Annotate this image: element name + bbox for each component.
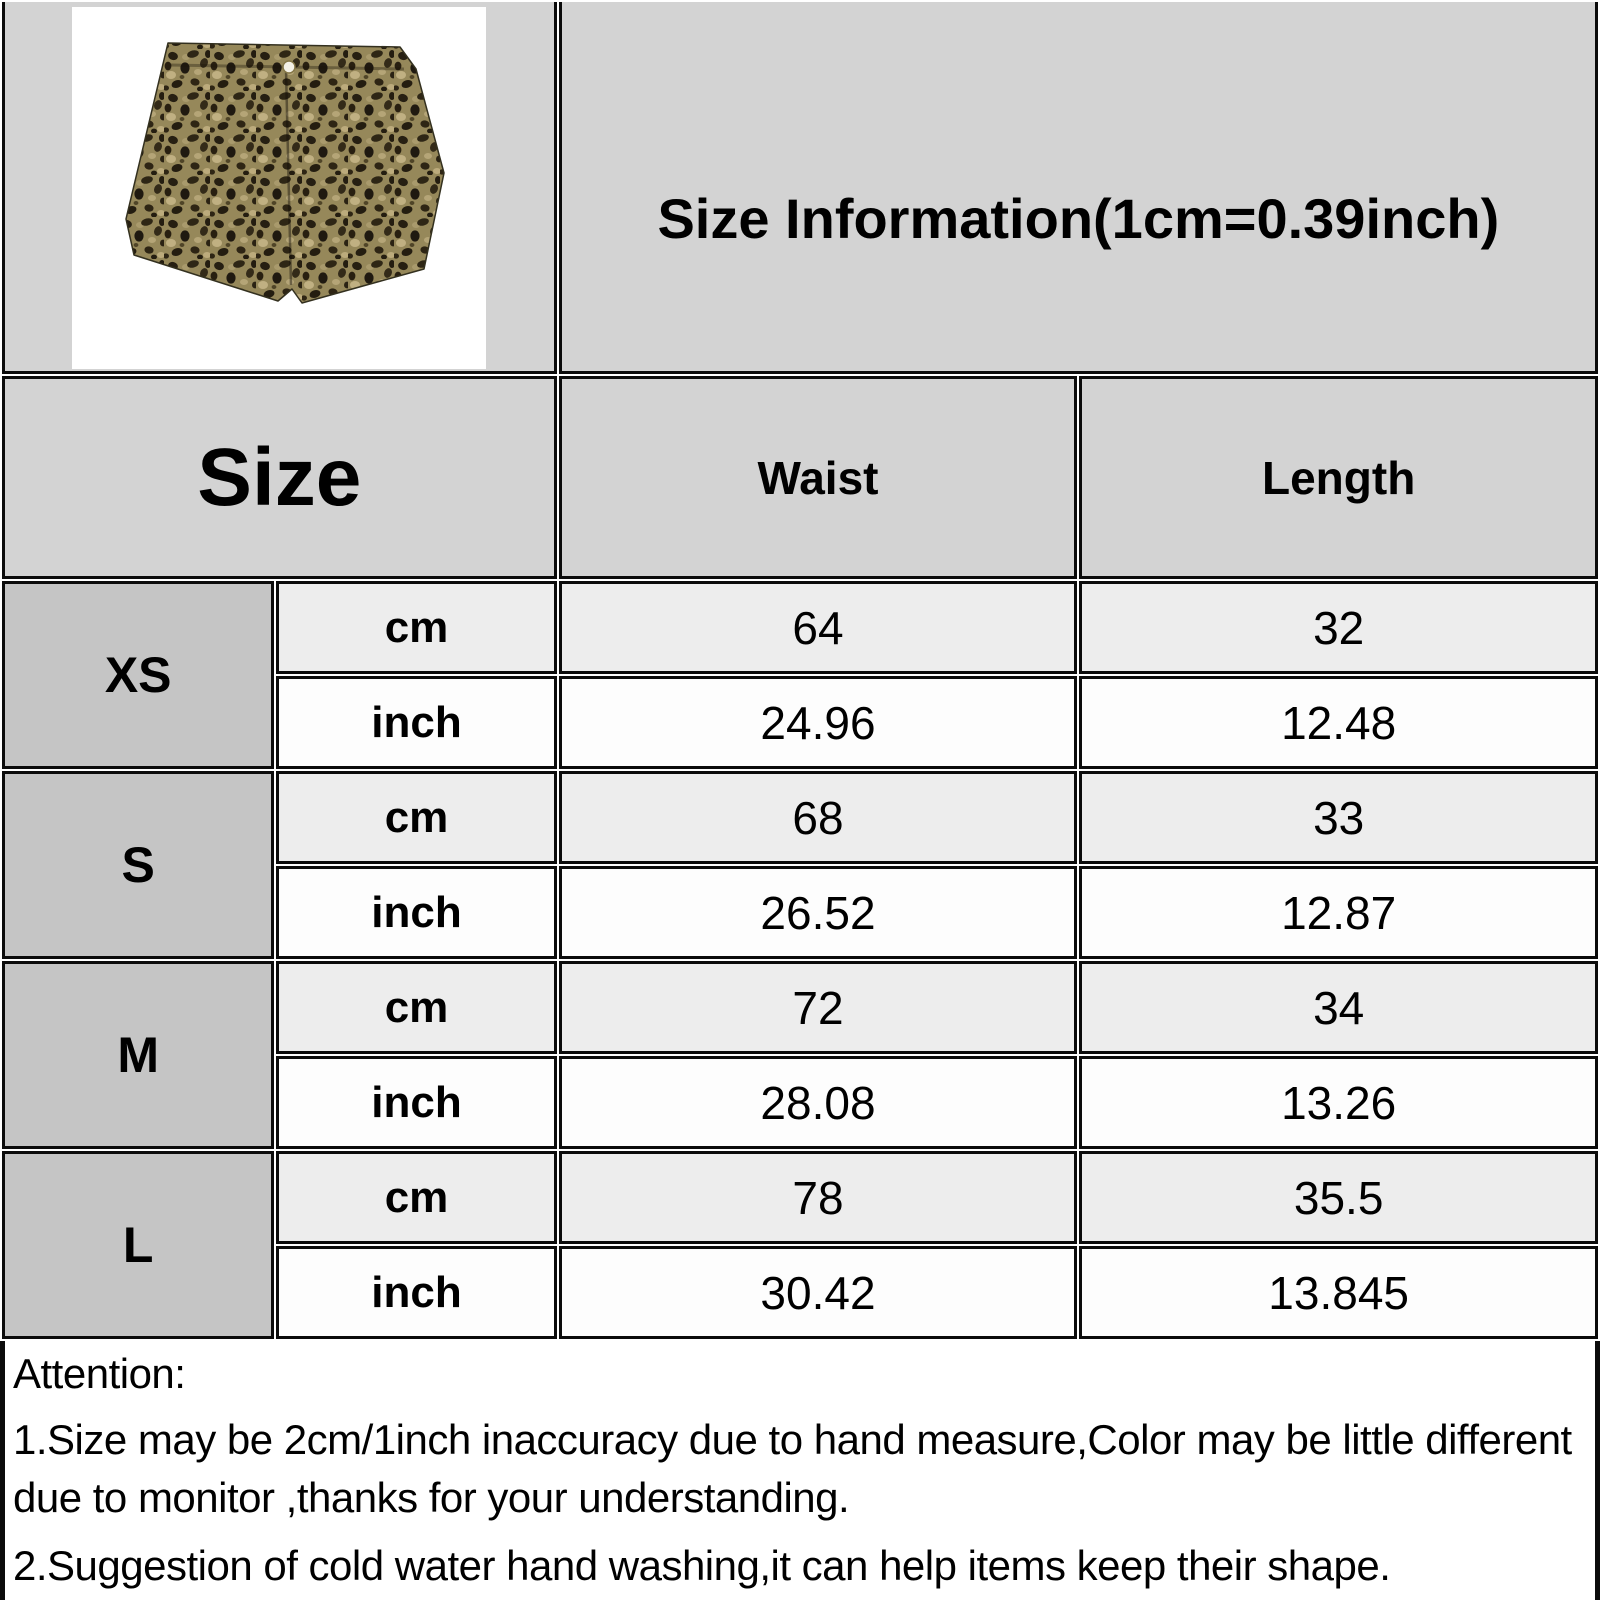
unit-label: inch bbox=[276, 676, 556, 769]
l-length-inch: 13.845 bbox=[1079, 1246, 1598, 1339]
leopard-shorts-image bbox=[72, 7, 486, 369]
size-label-m: M bbox=[2, 961, 274, 1149]
row-m-cm bbox=[2, 961, 1598, 1054]
unit-label: cm bbox=[276, 1151, 556, 1244]
header-row bbox=[2, 376, 1598, 579]
unit-label: inch bbox=[276, 1246, 556, 1339]
shorts-button bbox=[283, 61, 295, 73]
attention-item-1: 1.Size may be 2cm/1inch inaccuracy due to hand measure,Color may be little different due to monitor ,thanks for your understanding. bbox=[13, 1415, 1572, 1521]
xs-waist-inch: 24.96 bbox=[559, 676, 1078, 769]
column-header-waist: Waist bbox=[559, 376, 1078, 579]
product-image-frame bbox=[5, 5, 553, 369]
m-waist-inch: 28.08 bbox=[559, 1056, 1078, 1149]
size-label-xs: XS bbox=[2, 581, 274, 769]
m-waist-cm: 72 bbox=[559, 961, 1078, 1054]
xs-waist-cm: 64 bbox=[559, 581, 1078, 674]
unit-label: inch bbox=[276, 866, 556, 959]
column-header-size: Size bbox=[2, 376, 557, 579]
unit-label: cm bbox=[276, 581, 556, 674]
unit-label: inch bbox=[276, 1056, 556, 1149]
attention-section bbox=[0, 1341, 1600, 1600]
s-length-cm: 33 bbox=[1079, 771, 1598, 864]
row-s-cm bbox=[2, 771, 1598, 864]
attention-heading: Attention: bbox=[13, 1350, 186, 1397]
row-l-cm bbox=[2, 1151, 1598, 1244]
page-title: Size Information(1cm=0.39inch) bbox=[657, 187, 1500, 250]
title-cell bbox=[559, 2, 1598, 374]
l-waist-cm: 78 bbox=[559, 1151, 1078, 1244]
m-length-cm: 34 bbox=[1079, 961, 1598, 1054]
size-label-s: S bbox=[2, 771, 274, 959]
top-band-row bbox=[2, 2, 1598, 374]
unit-label: cm bbox=[276, 961, 556, 1054]
xs-length-cm: 32 bbox=[1079, 581, 1598, 674]
s-length-inch: 12.87 bbox=[1079, 866, 1598, 959]
s-waist-cm: 68 bbox=[559, 771, 1078, 864]
attention-item-2: 2.Suggestion of cold water hand washing,it can help items keep their shape. bbox=[13, 1541, 1391, 1589]
s-waist-inch: 26.52 bbox=[559, 866, 1078, 959]
m-length-inch: 13.26 bbox=[1079, 1056, 1598, 1149]
size-label-l: L bbox=[2, 1151, 274, 1339]
xs-length-inch: 12.48 bbox=[1079, 676, 1598, 769]
l-waist-inch: 30.42 bbox=[559, 1246, 1078, 1339]
column-header-length: Length bbox=[1079, 376, 1598, 579]
row-xs-cm bbox=[2, 581, 1598, 674]
product-image-cell bbox=[2, 2, 557, 374]
unit-label: cm bbox=[276, 771, 556, 864]
l-length-cm: 35.5 bbox=[1079, 1151, 1598, 1244]
product-photo-leopard-shorts bbox=[72, 7, 486, 369]
